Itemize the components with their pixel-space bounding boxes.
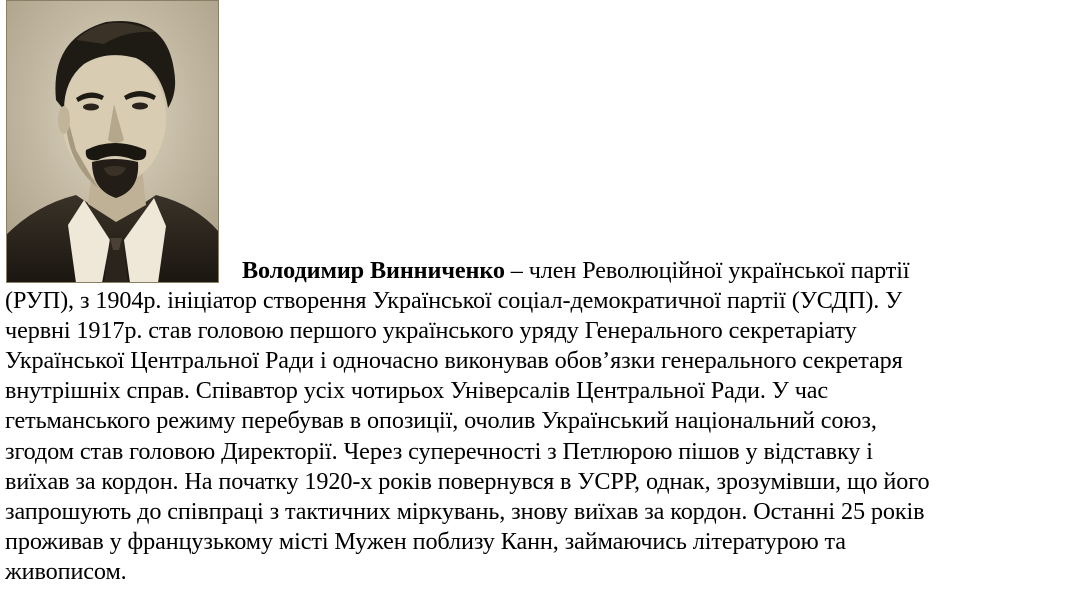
text-line: (РУП), з 1904р. ініціатор створення Української соціал-демократичної партії (УСДП). У xyxy=(5,287,903,315)
portrait-illustration xyxy=(6,0,219,283)
biography-text xyxy=(5,256,1084,587)
text-line: Української Центральної Ради і одночасно виконував обов’язки генерального секретаря xyxy=(5,347,903,375)
text-line: запрошують до співпраці з тактичних міркувань, знову виїхав за кордон. Останні 25 років xyxy=(5,497,925,525)
text-line: внутрішніх справ. Співавтор усіх чотирьох Універсалів Центральної Ради. У час xyxy=(5,377,829,405)
text-line: виїхав за кордон. На початку 1920-х років повернувся в УСРР, однак, зрозумівши, що його xyxy=(5,467,930,495)
portrait-photo xyxy=(6,0,219,283)
text-line: червні 1917р. став головою першого українського уряду Генерального секретаріату xyxy=(5,317,857,345)
text-line: живописом. xyxy=(5,557,127,585)
text-line: гетьманського режиму перебував в опозиції, очолив Український національний союз, xyxy=(5,407,877,435)
person-name: Володимир Винниченко xyxy=(242,257,505,284)
text-line: згодом став головою Директорії. Через суперечності з Петлюрою пішов у відставку і xyxy=(5,437,873,465)
text-line: Володимир Винниченко – член Революційної української партії xyxy=(242,257,910,284)
text-line: проживав у французькому місті Мужен поблизу Канн, займаючись літературою та xyxy=(5,527,846,555)
